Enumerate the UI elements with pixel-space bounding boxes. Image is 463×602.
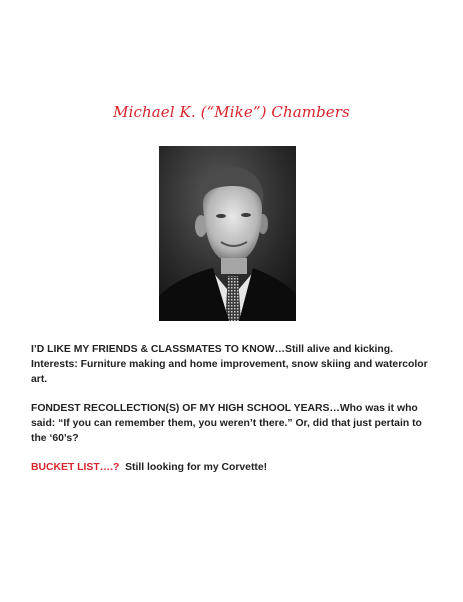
portrait-image xyxy=(159,146,296,321)
fondest-paragraph xyxy=(31,401,436,446)
know-paragraph xyxy=(31,342,436,387)
know-text: Still alive and kicking. Interests: Furniture making and home improvement, snow skiing and watercolor art. xyxy=(31,344,428,385)
fondest-text: Who was it who said: “If you can remember them, you weren’t there.” Or, did that just pertain to the ‘60’s? xyxy=(31,403,422,444)
know-label: I’D LIKE MY FRIENDS & CLASSMATES TO KNOW… xyxy=(31,344,286,355)
fondest-label: FONDEST RECOLLECTION(S) OF MY HIGH SCHOOL YEARS… xyxy=(31,403,340,414)
bucket-text: Still looking for my Corvette! xyxy=(119,462,268,473)
bucket-label: BUCKET LIST….? xyxy=(31,462,120,473)
page-title: Michael K. (“Mike”) Chambers xyxy=(113,103,350,121)
bio-text xyxy=(31,342,436,489)
bucket-paragraph xyxy=(31,460,436,475)
portrait-photo xyxy=(159,146,296,321)
